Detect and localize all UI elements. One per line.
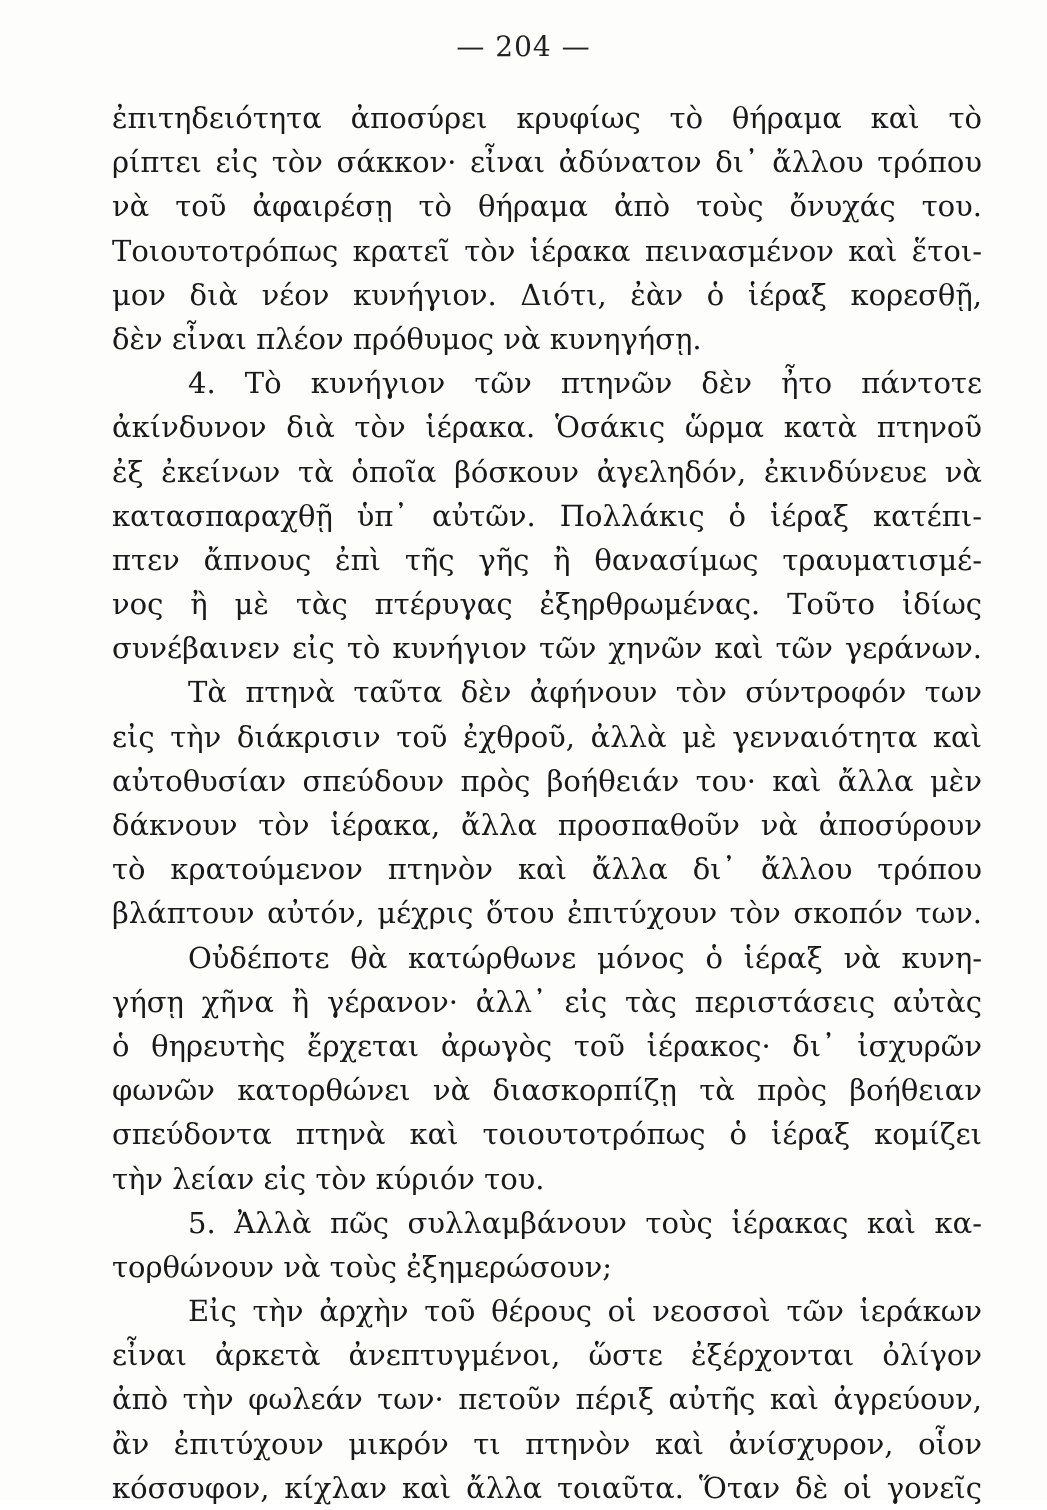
text-line: πτεν ἄπνους ἐπὶ τῆς γῆς ἢ θανασίμως τραυματισμέ- [112,542,982,577]
text-line: γήσῃ χῆνα ἢ γέρανον· ἀλλ᾿ εἰς τὰς περιστάσεις αὐτὰς [112,984,982,1019]
paragraph-start-line: Εἰς τὴν ἀρχὴν τοῦ θέρους οἱ νεοσσοὶ τῶν ἱεράκων [188,1294,982,1329]
text-line: Τοιουτοτρόπως κρατεῖ τὸν ἱέρακα πεινασμένον καὶ ἕτοι- [112,233,982,268]
page-number: — 204 — [456,30,591,63]
section-5-heading-line: 5. Ἀλλὰ πῶς συλλαμβάνουν τοὺς ἱέρακας καὶ κα- [188,1205,982,1240]
text-line: ρίπτει εἰς τὸν σάκκον· εἶναι ἀδύνατον δι᾿ ἄλλου τρόπου [112,145,982,180]
text-line: ἀπὸ τὴν φωλεάν των· πετοῦν πέριξ αὐτῆς καὶ ἀγρεύουν, [112,1382,982,1417]
text-line: ἂν ἐπιτύχουν μικρόν τι πτηνὸν καὶ ἀνίσχυρον, οἷον [112,1426,982,1461]
paragraph-start-line: Τὰ πτηνὰ ταῦτα δὲν ἀφήνουν τὸν σύντροφόν των [188,675,982,710]
text-line: κόσσυφον, κίχλαν καὶ ἄλλα τοιαῦτα. Ὅταν δὲ οἱ γονεῖς [112,1470,982,1505]
text-line: μον διὰ νέον κυνήγιον. Διότι, ἐὰν ὁ ἱέραξ κορεσθῇ, [112,277,982,312]
body-text [112,96,982,1510]
text-line: δάκνουν τὸν ἱέρακα, ἄλλα προσπαθοῦν νὰ ἀποσύρουν [112,808,982,842]
text-line: ἀκίνδυνον διὰ τὸν ἱέρακα. Ὁσάκις ὥρμα κατὰ πτηνοῦ [112,410,982,445]
text-line: φωνῶν κατορθώνει νὰ διασκορπίζῃ τὰ πρὸς βοήθειαν [112,1073,982,1108]
text-line: ὁ θηρευτὴς ἔρχεται ἀρωγὸς τοῦ ἱέρακος· δι᾿ ἰσχυρῶν [112,1028,982,1063]
text-line: ἐξ ἐκείνων τὰ ὁποῖα βόσκουν ἀγεληδόν, ἐκινδύνευε νὰ [112,454,982,489]
text-line: ἐπιτηδειότητα ἀποσύρει κρυφίως τὸ θήραμα καὶ τὸ [112,101,982,135]
text-line: νὰ τοῦ ἀφαιρέσῃ τὸ θήραμα ἀπὸ τοὺς ὄνυχάς του. [112,189,982,224]
text-line: τὴν λείαν εἰς τὸν κύριόν του. [112,1161,545,1196]
text-line: εἶναι ἀρκετὰ ἀνεπτυγμένοι, ὥστε ἐξέρχονται ὀλίγον [112,1338,982,1373]
text-line: κατασπαραχθῇ ὑπ᾿ αὐτῶν. Πολλάκις ὁ ἱέραξ κατέπι- [112,498,982,533]
text-line: εἰς τὴν διάκρισιν τοῦ ἐχθροῦ, ἀλλὰ μὲ γενναιότητα καὶ [112,719,982,754]
text-line: αὐτοθυσίαν σπεύδουν πρὸς βοήθειάν του· καὶ ἄλλα μὲν [112,763,982,798]
text-line: σπεύδοντα πτηνὰ καὶ τοιουτοτρόπως ὁ ἱέραξ κομίζει [112,1117,982,1152]
text-line: τορθώνουν νὰ τοὺς ἐξημερώσουν; [112,1249,613,1284]
text-line: βλάπτουν αὐτόν, μέχρις ὅτου ἐπιτύχουν τὸν σκοπόν των. [112,896,982,931]
text-line: τὸ κρατούμενον πτηνὸν καὶ ἄλλα δι᾿ ἄλλου τρόπου [112,852,982,887]
text-line: συνέβαινεν εἰς τὸ κυνήγιον τῶν χηνῶν καὶ τῶν γεράνων. [112,631,982,666]
text-line: νος ἢ μὲ τὰς πτέρυγας ἐξηρθρωμένας. Τοῦτο ἰδίως [112,587,982,622]
text-line: δὲν εἶναι πλέον πρόθυμος νὰ κυνηγήσῃ. [112,321,702,356]
section-4-heading-line: 4. Τὸ κυνήγιον τῶν πτηνῶν δὲν ἦτο πάντοτε [188,366,982,401]
paragraph-start-line: Οὐδέποτε θὰ κατώρθωνε μόνος ὁ ἱέραξ νὰ κυνη- [188,940,982,975]
